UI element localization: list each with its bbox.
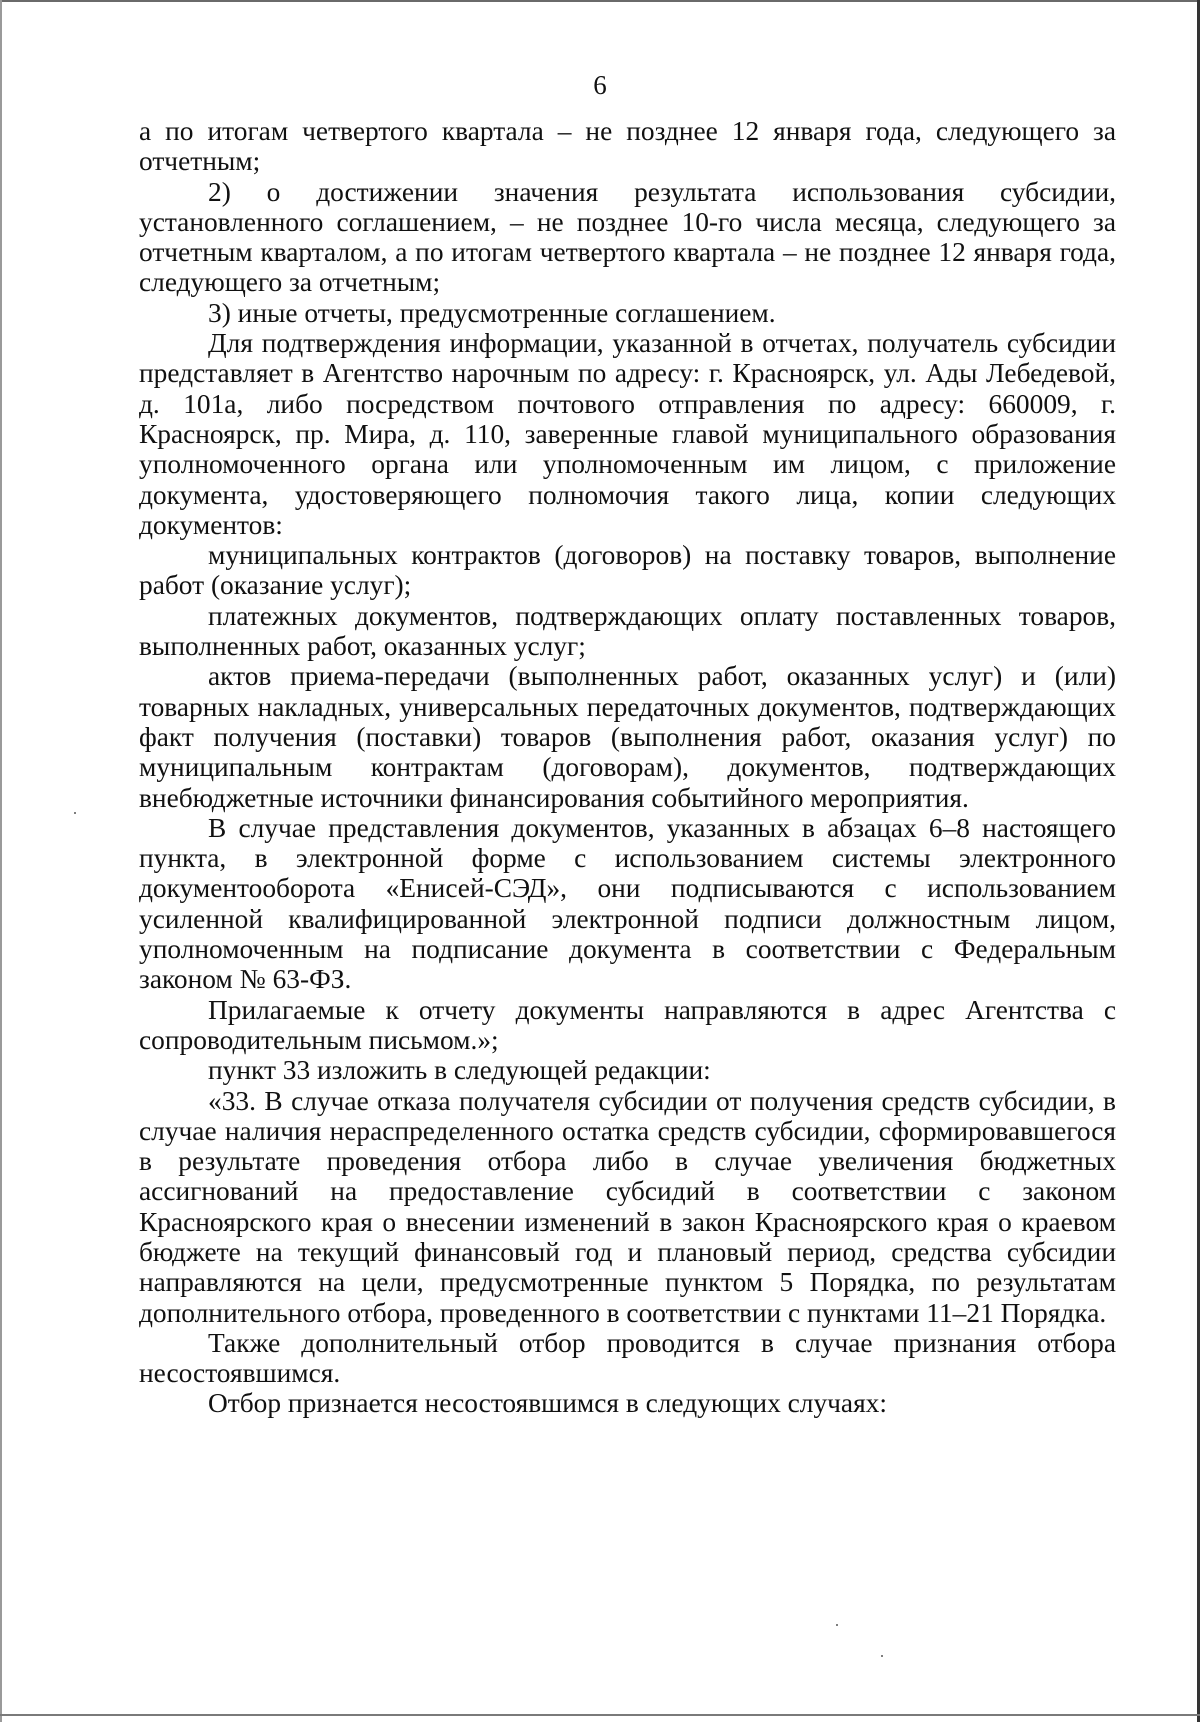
paragraph: Прилагаемые к отчету документы направляются в адрес Агентства с сопроводительным письмом.»;: [139, 994, 1116, 1055]
paragraph: муниципальных контрактов (договоров) на поставку товаров, выполнение работ (оказание услуг);: [139, 540, 1116, 601]
paragraph: пункт 33 изложить в следующей редакции:: [208, 1055, 711, 1086]
paragraph: актов приема-передачи (выполненных работ, оказанных услуг) и (или) товарных накладных, универсальных передаточных документов, подтверждающих факт получения (поставки) товаров (выполнения работ, оказания услуг) по муниципальным контрактам (договорам), документов, подтверждающих внебюджетные источники финансирования событийного мероприятия.: [139, 661, 1116, 813]
paragraph: «33. В случае отказа получателя субсидии от получения средств субсидии, в случае наличия нераспределенного остатка средств субсидии, сформировавшегося в результате проведения отбора либо в случае увеличения бюджетных ассигнований на предоставление субсидий в соответствии с законом Красноярского края о внесении изменений в закон Красноярского края о краевом бюджете на текущий финансовый год и плановый период, средства субсидии направляются на цели, предусмотренные пунктом 5 Порядка, по результатам дополнительного отбора, проведенного в соответствии с пунктами 11–21 Порядка.: [139, 1085, 1116, 1328]
paragraph: 3) иные отчеты, предусмотренные соглашением.: [208, 297, 776, 328]
paragraph: 2) о достижении значения результата использования субсидии, установленного соглашением, – не позднее 10-го числа месяца, следующего за отчетным кварталом, а по итогам четвертого квартала – не позднее 12 января года, следующего за отчетным;: [139, 176, 1116, 298]
paragraph: Для подтверждения информации, указанной в отчетах, получатель субсидии представляет в Агентство нарочным по адресу: г. Красноярск, ул. Ады Лебедевой, д. 101а, либо посредством почтового отправления по адресу: 660009, г. Красноярск, пр. Мира, д. 110, заверенные главой муниципального образования уполномоченного органа или уполномоченным им лицом, с приложение документа, удостоверяющего полномочия такого лица, копии следующих документов:: [139, 328, 1116, 540]
scan-edge-left: [0, 0, 2, 1722]
page-number: 6: [593, 70, 607, 100]
paragraph: а по итогам четвертого квартала – не позднее 12 января года, следующего за отчетным;: [139, 116, 1116, 177]
scan-speck: [836, 1624, 838, 1626]
document-body: [139, 116, 1116, 1419]
scan-speck: [881, 1655, 883, 1657]
paragraph: Также дополнительный отбор проводится в случае признания отбора несостоявшимся.: [139, 1327, 1116, 1389]
scan-edge-top: [0, 0, 1200, 2]
scan-speck: [74, 812, 76, 814]
paragraph: Отбор признается несостоявшимся в следующих случаях:: [208, 1388, 887, 1419]
paragraph: В случае представления документов, указанных в абзацах 6–8 настоящего пункта, в электронной форме с использованием системы электронного документооборота «Енисей-СЭД», они подписываются с использованием усиленной квалифицированной электронной подписи должностным лицом, уполномоченным на подписание документа в соответствии с Федеральным законом № 63-ФЗ.: [139, 812, 1116, 995]
scan-edge-bottom: [0, 1714, 1200, 1716]
paragraph: платежных документов, подтверждающих оплату поставленных товаров, выполненных работ, оказанных услуг;: [139, 600, 1116, 662]
